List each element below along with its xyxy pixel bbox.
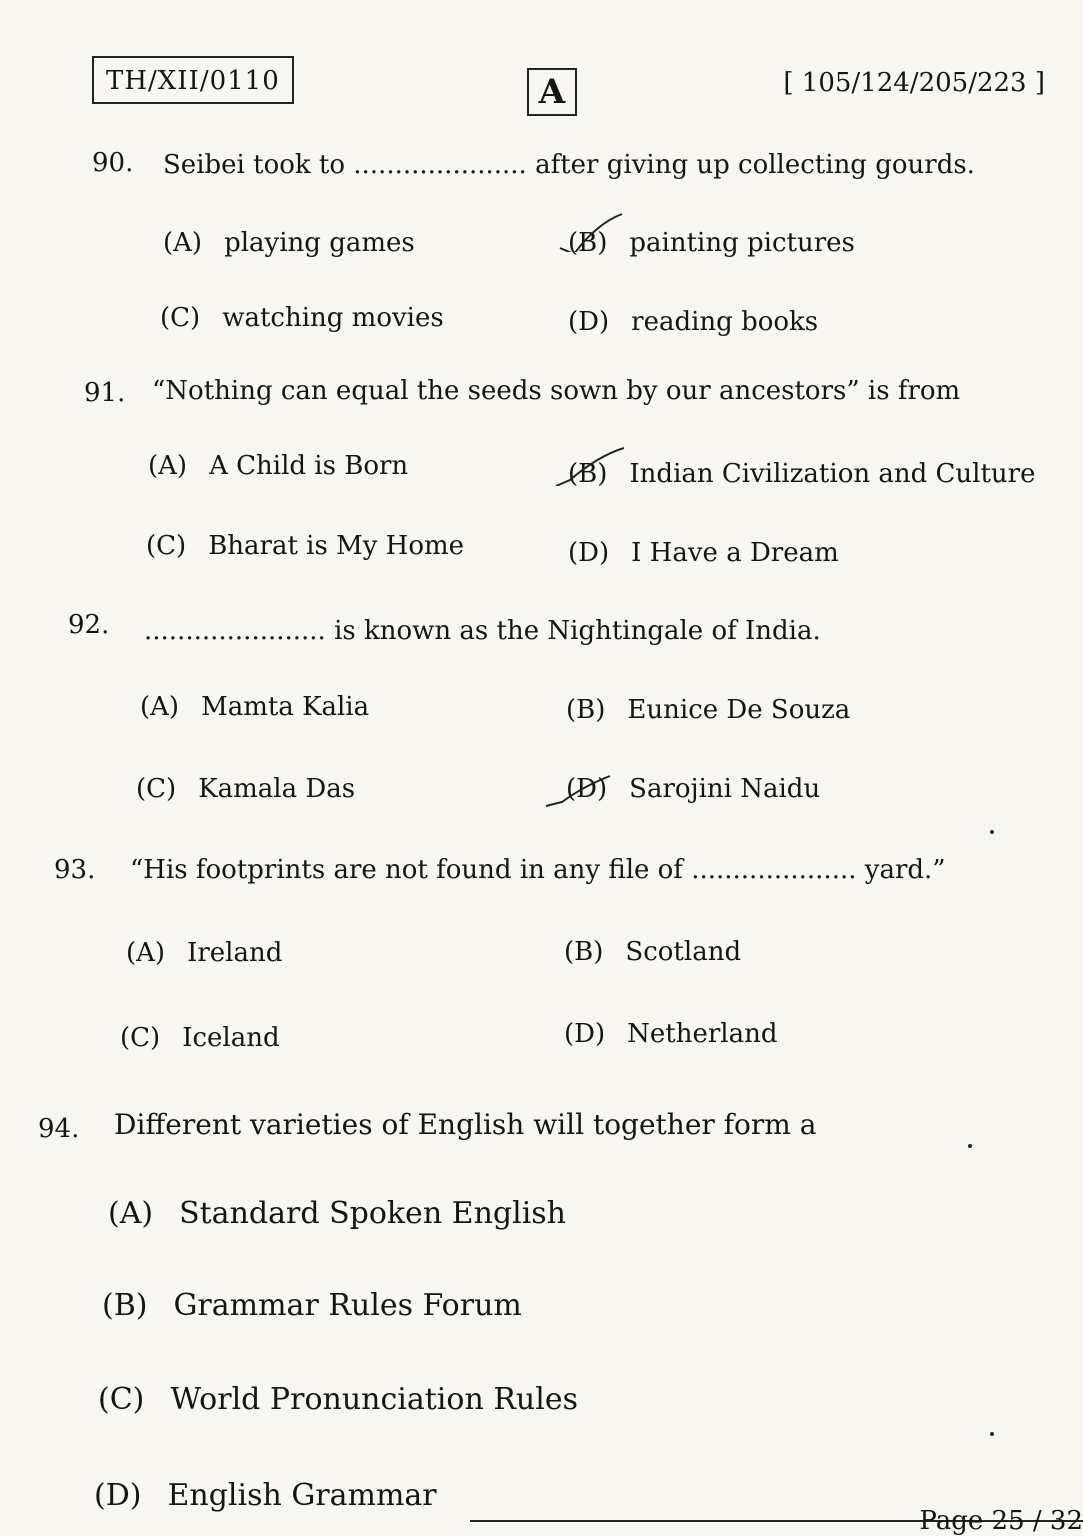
question-text-92: ...................... is known as the Nightingale of India.	[144, 616, 821, 646]
option-91-a: (A) A Child is Born	[148, 451, 409, 481]
scan-dot	[968, 1144, 972, 1148]
option-93-b: (B) Scotland	[564, 937, 742, 967]
question-text-91: “Nothing can equal the seeds sown by our ancestors” is from	[152, 376, 961, 406]
option-90-d: (D) reading books	[568, 307, 819, 337]
option-91-c: (C) Bharat is My Home	[146, 531, 465, 561]
question-number-90: 90.	[92, 148, 134, 178]
scan-dot	[990, 830, 994, 834]
question-number-92: 92.	[68, 610, 110, 640]
set-label: A	[527, 68, 577, 116]
option-92-d: (D) Sarojini Naidu	[566, 774, 821, 804]
question-number-93: 93.	[54, 855, 96, 885]
option-94-d: (D) English Grammar	[94, 1478, 437, 1513]
paper-code: TH/XII/0110	[92, 56, 294, 104]
option-93-a: (A) Ireland	[126, 938, 283, 968]
scan-dot	[990, 1432, 994, 1436]
option-92-c: (C) Kamala Das	[136, 774, 356, 804]
page-number: Page 25 / 32	[919, 1506, 1083, 1536]
option-91-b: (B) Indian Civilization and Culture	[568, 459, 1036, 489]
question-text-90: Seibei took to ..................... after giving up collecting gourds.	[163, 150, 975, 180]
question-text-93: “His footprints are not found in any file of .................... yard.”	[130, 855, 946, 885]
option-94-b: (B) Grammar Rules Forum	[102, 1288, 522, 1323]
question-text-94: Different varieties of English will together form a	[114, 1108, 817, 1141]
option-92-b: (B) Eunice De Souza	[566, 695, 851, 725]
subject-codes: [ 105/124/205/223 ]	[783, 68, 1045, 98]
option-94-c: (C) World Pronunciation Rules	[98, 1382, 578, 1417]
option-93-d: (D) Netherland	[564, 1019, 778, 1049]
option-92-a: (A) Mamta Kalia	[140, 692, 370, 722]
option-94-a: (A) Standard Spoken English	[108, 1196, 567, 1231]
option-90-b: (B) painting pictures	[568, 228, 855, 258]
question-number-91: 91.	[84, 378, 126, 408]
option-93-c: (C) Iceland	[120, 1023, 280, 1053]
option-91-d: (D) I Have a Dream	[568, 538, 839, 568]
option-90-c: (C) watching movies	[160, 303, 444, 333]
option-90-a: (A) playing games	[163, 228, 415, 258]
question-number-94: 94.	[38, 1114, 80, 1144]
